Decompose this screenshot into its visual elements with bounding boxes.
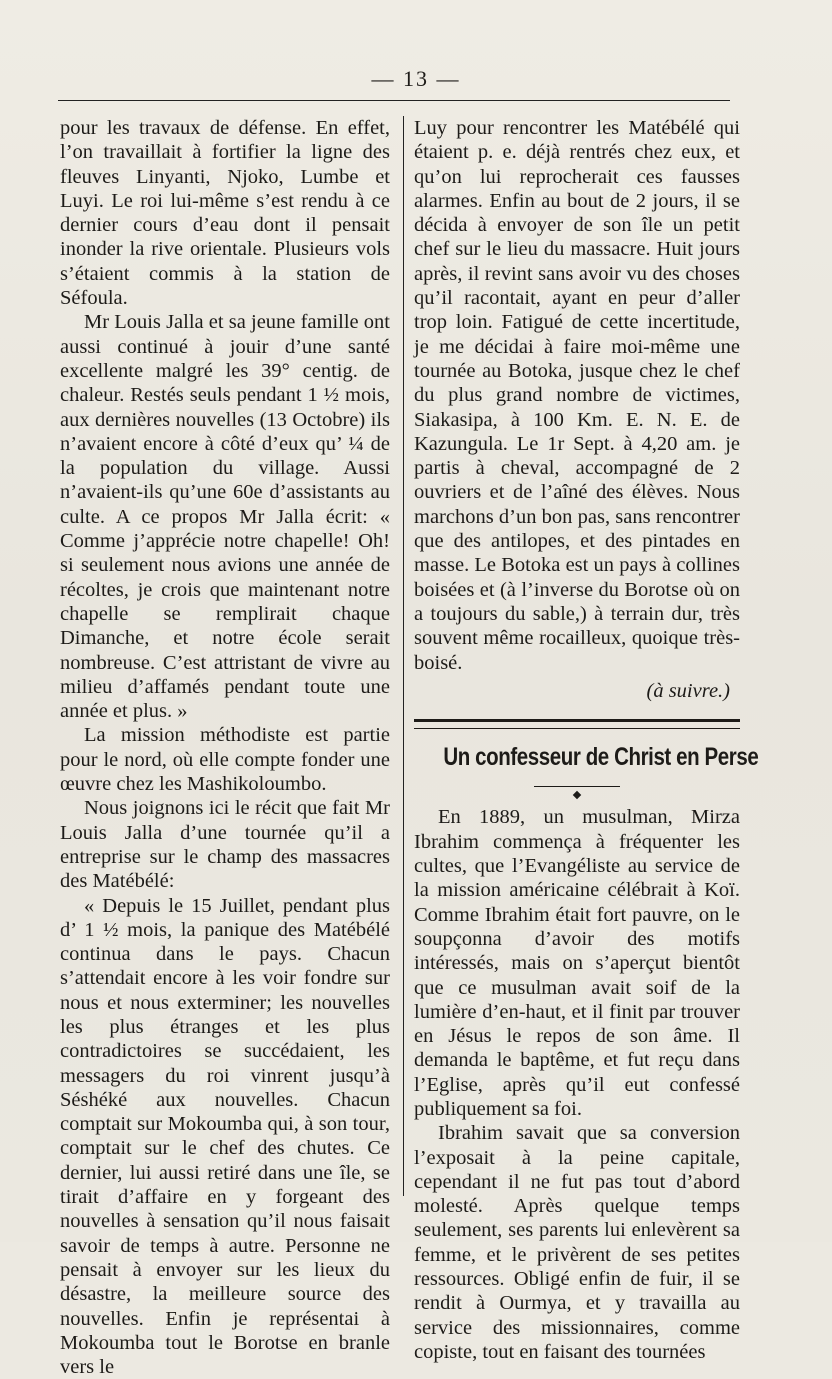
article-paragraph-2: Ibrahim savait que sa conversion l’exposait à la peine capitale, cependant il ne fut pas tout d’abord molesté. Après quelque temps seulement, ses parents lui enlevèrent sa femme, et le privèrent de ses petites ressources. Obligé enfin de fuir, il se rendit à Ourmya, et y travailla au service des missionnaires, comme copiste, tout en faisant des tournées: [414, 1121, 740, 1364]
left-paragraph-3: La mission méthodiste est partie pour le nord, où elle compte fonder une œuvre chez les Mashikoloumbo.: [60, 723, 390, 796]
article-heading: Un confesseur de Christ en Perse: [443, 745, 710, 769]
header-rule: [58, 100, 730, 101]
section-separator: [414, 719, 740, 729]
heading-ornament: [414, 781, 740, 791]
page-number: — 13 —: [0, 66, 832, 92]
left-paragraph-4: Nous joignons ici le récit que fait Mr Louis Jalla d’une tournée qu’il a entreprise sur le champ des massacres des Matébélé:: [60, 796, 390, 893]
right-column: [414, 116, 740, 1364]
left-paragraph-5: « Depuis le 15 Juillet, pendant plus d’ 1 ½ mois, la panique des Matébélé continua dans le pays. Chacun s’attendait encore à les voir fondre sur nous et nous exterminer; les nouvelles les plus étranges et les plus contradictoires se succédaient, les messagers du roi vinrent jusqu’à Séshéké aux nouvelles. Chacun comptait sur Mokoumba qui, à son tour, comptait sur le chef des chutes. Ce dernier, lui aussi retiré dans une île, se tirait d’affaire en y forgeant des nouvelles à sensation qu’il nous faisait savoir de temps à autre. Personne ne pensait à envoyer sur les lieux du désastre, la meilleure source des nouvelles. Enfin je représentai à Mokoumba tout le Borotse en branle vers le: [60, 894, 390, 1379]
column-divider: [403, 116, 404, 1196]
left-paragraph-1: pour les travaux de défense. En effet, l’on travaillait à fortifier la ligne des fleuves Linyanti, Njoko, Lumbe et Luyi. Le roi lui-même s’est rendu à ce dernier cours d’eau dont il pensait inonder la rive orientale. Plusieurs vols s’étaient commis à la station de Séfoula.: [60, 116, 390, 310]
left-paragraph-2: Mr Louis Jalla et sa jeune famille ont aussi continué à jouir d’une santé excellente malgré les 39° centig. de chaleur. Restés seuls pendant 1 ½ mois, aux dernières nouvelles (13 Octobre) ils n’avaient encore à côté d’eux qu’ ¼ de la population du village. Aussi n’avaient-ils qu’une 60e d’assistants au culte. A ce propos Mr Jalla écrit: « Comme j’apprécie notre chapelle! Oh! si seulement nous avions une année de récoltes, je crois que maintenant notre chapelle se remplirait chaque Dimanche, et notre école serait nombreuse. C’est attristant de vivre au milieu d’affamés pendant toute une année et plus. »: [60, 310, 390, 723]
diamond-ornament-icon: [573, 791, 581, 799]
right-paragraph-1: Luy pour rencontrer les Matébélé qui étaient p. e. déjà rentrés chez eux, et qu’on lui reprocherait ces fausses alarmes. Enfin au bout de 2 jours, il se décida à envoyer de son île un petit chef sur le lieu du massacre. Huit jours après, il revint sans avoir vu des choses qu’il racontait, ayant en peur d’aller trop loin. Fatigué de cette incertitude, je me décidai à faire moi-même une tournée au Botoka, jusque chez le chef du plus grand nombre de victimes, Siakasipa, à 100 Km. E. N. E. de Kazungula. Le 1r Sept. à 4,20 am. je partis à cheval, accompagné de 2 ouvriers et de l’aîné des élèves. Nous marchons d’un bon pas, sans rencontrer que des antilopes, et des pintades en masse. Le Botoka est un pays à collines boisées et (à l’inverse du Borotse où on a toujours du sable,) à terrain dur, très souvent même rocailleux, quoique très-boisé.: [414, 116, 740, 675]
to-be-continued: (à suivre.): [414, 679, 740, 703]
article-paragraph-1: En 1889, un musulman, Mirza Ibrahim commença à fréquenter les cultes, que l’Evangéliste au service de la mission américaine célébrait à Koï. Comme Ibrahim était fort pauvre, on le soupçonna d’avoir des motifs intéressés, mais on s’aperçut bientôt que ce musulman avait soif de la lumière d’en-haut, et il finit par trouver en Jésus le repos de son âme. Il demanda le baptême, et fut reçu dans l’Eglise, après qu’il eut confessé publiquement sa foi.: [414, 805, 740, 1121]
left-column: [60, 116, 390, 1379]
